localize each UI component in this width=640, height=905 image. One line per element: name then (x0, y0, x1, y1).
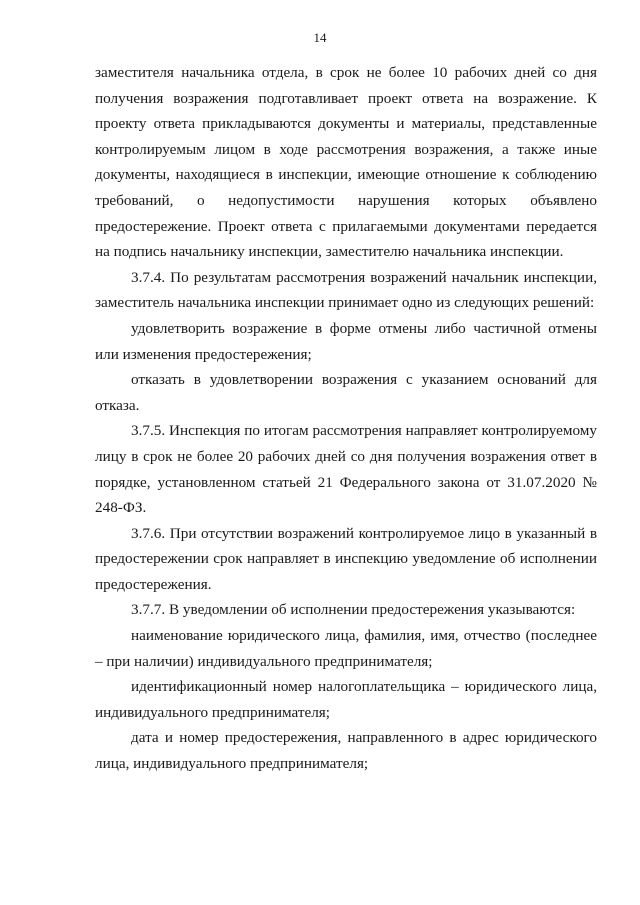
paragraph-3-7-4: 3.7.4. По результатам рассмотрения возражений начальник инспекции, заместитель начальника инспекции принимает одно из следующих решений: (95, 268, 597, 312)
document-body (95, 60, 597, 777)
paragraph-continuation: заместителя начальника отдела, в срок не более 10 рабочих дней со дня получения возражения подготавливает проект ответа на возражение. К проекту ответа прикладываются документы и материалы, представленные контролируемым лицом в ходе рассмотрения возражения, а также иные документы, находящиеся в инспекции, имеющие отношение к соблюдению требований, о недопустимости нарушения которых объявлено предостережение. Проект ответа с прилагаемыми документами передается на подпись начальнику инспекции, заместителю начальника инспекции. (95, 64, 597, 261)
list-item-refuse: отказать в удовлетворении возражения с указанием оснований для отказа. (95, 371, 597, 414)
list-item-name: наименование юридического лица, фамилия, имя, отчество (последнее – при наличии) индивидуального предпринимателя; (95, 627, 597, 670)
paragraph-3-7-5: 3.7.5. Инспекция по итогам рассмотрения направляет контролируемому лицу в срок не более 20 рабочих дней со дня получения возражения ответ в порядке, установленном статьей 21 Федерального закона от 31.07.2020 № 248-ФЗ. (95, 422, 597, 517)
list-item-inn: идентификационный номер налогоплательщика – юридического лица, индивидуального предпринимателя; (95, 678, 597, 721)
paragraph-3-7-6: 3.7.6. При отсутствии возражений контролируемое лицо в указанный в предостережении срок направляет в инспекцию уведомление об исполнении предостережения. (95, 524, 597, 593)
page-number: 14 (313, 30, 327, 45)
list-item-warning-date: дата и номер предостережения, направленного в адрес юридического лица, индивидуального предпринимателя; (95, 729, 597, 773)
paragraph-3-7-7: 3.7.7. В уведомлении об исполнении предостережения указываются: (131, 601, 576, 619)
list-item-satisfy: удовлетворить возражение в форме отмены либо частичной отмены или изменения предостережения; (95, 319, 597, 363)
